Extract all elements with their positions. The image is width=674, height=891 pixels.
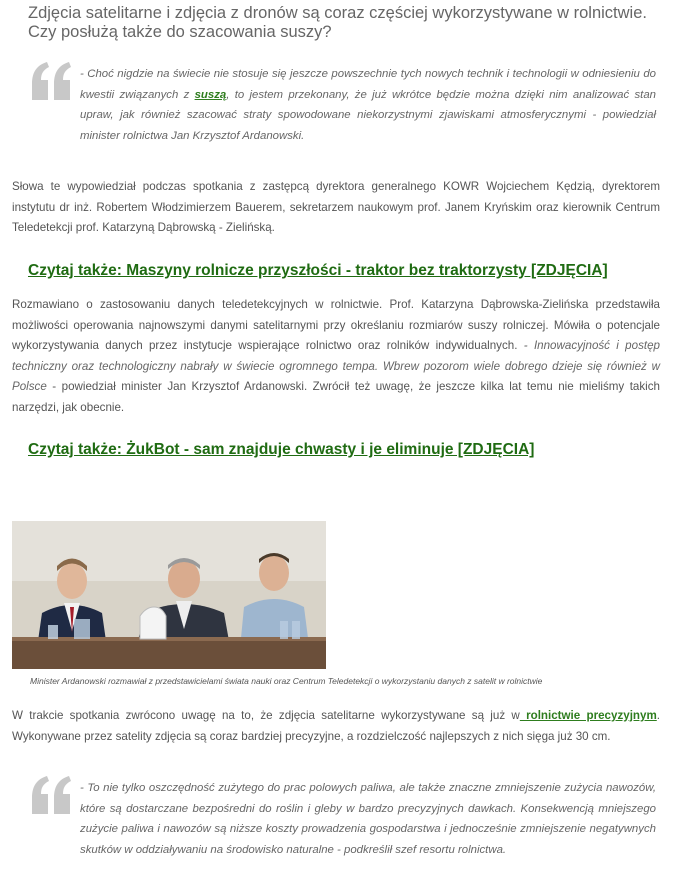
quote-text: , to jestem przekonany, że już wkrótce będzie można dzięki nim analizować stan upraw, jak również szacować straty spowodowane niekorzystnymi zjawiskami atmosferycznymi - powiedział minister rolnictwa Jan Krzysztof Ardanowski. <box>80 88 656 142</box>
meeting-photo <box>12 521 326 669</box>
paragraph-3 <box>12 706 660 747</box>
paragraph-text: W trakcie spotkania zwrócono uwagę na to, że zdjęcia satelitarne wykorzystywane są już w <box>12 709 520 722</box>
paragraph-text: - powiedział minister Jan Krzysztof Ardanowski. Zwrócił też uwagę, że jeszcze kilka lat temu nie mieliśmy takich narzędzi, jak obecnie. <box>12 380 660 414</box>
read-also-link-1[interactable]: Czytaj także: Maszyny rolnicze przyszłości - traktor bez traktorzysty [ZDJĘCIA] <box>28 262 608 279</box>
precision-farming-link[interactable]: rolnictwie precyzyjnym <box>519 709 657 722</box>
blockquote-1-text <box>80 64 656 146</box>
paragraph-text: Rozmawiano o zastosowaniu danych teledetekcyjnych w rolnictwie. Prof. Katarzyna Dąbrowska-Zielińska przedstawiła możliwości operowania najnowszymi danymi satelitarnymi przy określaniu rozmiarów suszy rolniczej. Mówiła o potencjale wykorzystywania danych przez instytucje wspierające rolnictwo oraz rolników indywidualnych. <box>12 298 660 352</box>
photo-caption: Minister Ardanowski rozmawiał z przedstawicielami świata nauki oraz Centrum Teledetekcji o wykorzystaniu danych z satelit w rolnictwie <box>30 676 543 686</box>
paragraph-2 <box>12 295 660 418</box>
blockquote-2 <box>26 778 656 860</box>
paragraph-quote: - Innowacyjność i postęp techniczny oraz technologiczny nabrały w świecie ogromnego tempa. Wbrew pozorom wiele dobrego dzieje się również w Polsce <box>12 339 660 393</box>
quote-mark-icon <box>28 60 74 102</box>
quote-mark-icon <box>28 774 74 816</box>
paragraph-text: . Wykonywane przez satelity zdjęcia są coraz bardziej precyzyjne, a rozdzielczość najlepszych z nich sięga już 30 cm. <box>12 709 660 743</box>
drought-link[interactable]: suszą <box>194 88 227 101</box>
quote-text: - Choć nigdzie na świecie nie stosuje się jeszcze powszechnie tych nowych technik i technologii w odniesieniu do kwestii związanych z <box>80 68 656 101</box>
read-also-link-2[interactable]: Czytaj także: ŻukBot - sam znajduje chwasty i je eliminuje [ZDJĘCIA] <box>28 441 535 458</box>
paragraph-1: Słowa te wypowiedział podczas spotkania z zastępcą dyrektora generalnego KOWR Wojciechem Kędzią, dyrektorem instytutu dr inż. Robertem Włodzimierzem Bauerem, sekretarzem naukowym prof. Janem Kryńskim oraz kierownik Centrum Teledetekcji prof. Katarzyną Dąbrowską - Zielińską. <box>12 180 660 234</box>
meeting-photo-illustration <box>12 521 326 669</box>
article-lead: Zdjęcia satelitarne i zdjęcia z dronów są coraz częściej wykorzystywane w rolnictwie. Czy posłużą także do szacowania suszy? <box>28 4 647 41</box>
blockquote-1 <box>26 64 656 146</box>
blockquote-2-text: - To nie tylko oszczędność zużytego do prac polowych paliwa, ale także znaczne zmniejszenie zużycia nawozów, które są dostarczane bezpośredni do roślin i gleby w bardzo precyzyjnych dawkach. Konsekwencją mniejszego zużycie paliwa i nawozów są niższe koszty prowadzenia gospodarstwa i jednocześnie zmniejszenie negatywnych skutków w oddziaływaniu na środowisko naturalne - podkreślił szef resortu rolnictwa. <box>80 782 656 856</box>
